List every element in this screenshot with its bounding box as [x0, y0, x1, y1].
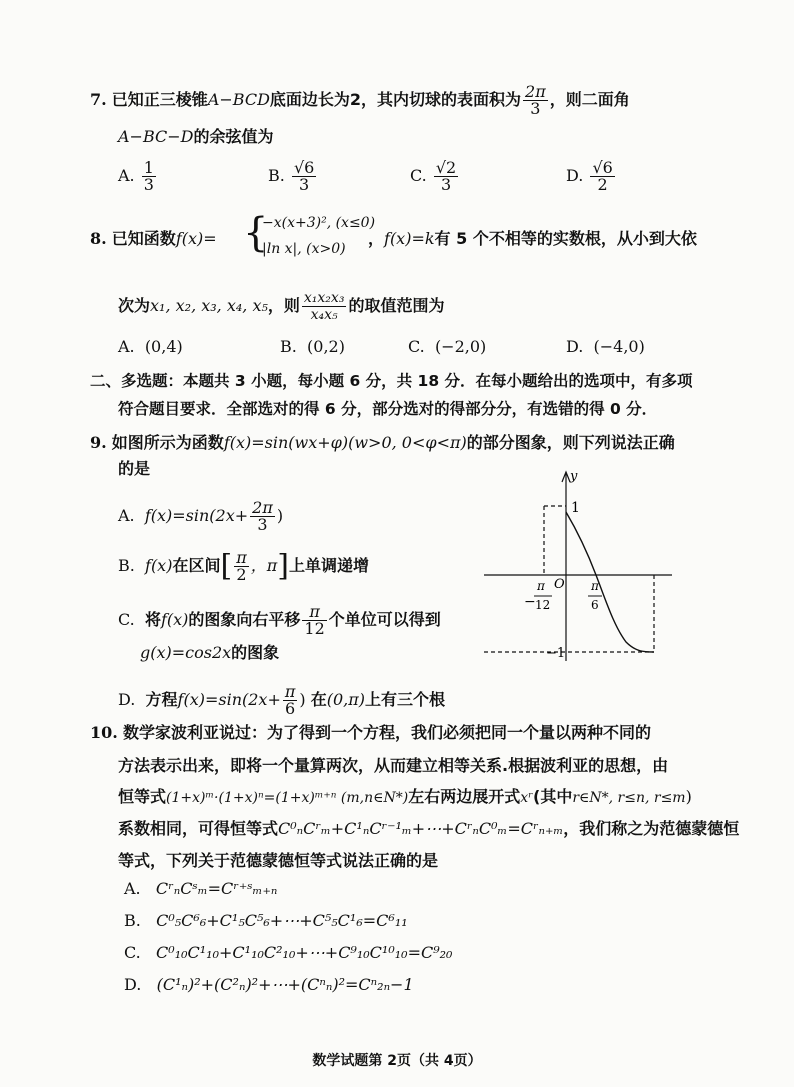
q9-option-b[interactable]: B. f(x)在区间[ $\frac{\pi}{2}$ ，π]上单调递增 [118, 548, 369, 584]
section-heading-cont: 符合题目要求．全部选对的得 6 分，部分选对的得部分分，有选错的得 0 分． [118, 400, 658, 418]
q10-option-a[interactable]: A. CʳₙCˢₘ=Cʳ⁺ˢₘ₊ₙ [124, 879, 278, 898]
question-8-line1 [90, 228, 217, 250]
label-neg-one: −1 [546, 646, 566, 661]
origin-label: O [554, 577, 565, 592]
q8-text: 有 5 个不相等的实数根，从小到大依 [434, 229, 697, 248]
q8-text: 次为 [118, 296, 151, 315]
q7-option-c[interactable]: C. $\frac{√2}{3}$ [410, 158, 457, 194]
q9-option-c-line2: g(x)=cos2x的图象 [140, 643, 280, 662]
left-tick-num: π [537, 579, 545, 593]
q8-option-a[interactable]: A. (0,4) [118, 337, 183, 356]
q9-text: 如图所示为函数 [111, 433, 224, 452]
q9-text: 的是 [118, 459, 151, 478]
q8-option-d[interactable]: D. (−4,0) [566, 337, 645, 356]
question-7-line1 [90, 84, 630, 117]
q8-piece-2: |ln x|, (x>0) [262, 241, 346, 257]
q10-option-c[interactable]: C. C⁰₁₀C¹₁₀+C¹₁₀C²₁₀+⋯+C⁹₁₀C¹⁰₁₀=C⁹₂₀ [124, 943, 453, 962]
q9-math: f(x)=sin(wx+φ)(w>0, 0<φ<π) [223, 433, 467, 452]
q7-option-b[interactable]: B. $\frac{√6}{3}$ [268, 158, 315, 194]
q10-text: 方法表示出来，即将一个量算两次，从而建立相等关系.根据波利亚的思想，由 [118, 756, 669, 775]
q8-brace: { [243, 210, 269, 256]
q10-option-d[interactable]: D. (C¹ₙ)²+(C²ₙ)²+⋯+(Cⁿₙ)²=Cⁿ₂ₙ−1 [124, 975, 414, 994]
q8-text: ， [368, 229, 385, 248]
q7-text: 底面边长为2，其内切球的表面积为 [269, 90, 522, 109]
q8-fraction: $\frac{\text{x₁x₂x₃}}{\text{x₄x₅}}$ [303, 290, 345, 323]
q8-text: ，则 [267, 296, 300, 315]
q7-fraction: $\frac{2\pi}{3}$ [525, 82, 546, 118]
q7-text: 的余弦值为 [193, 127, 274, 146]
q8-text: 已知函数 [111, 229, 176, 248]
right-tick-num: π [591, 579, 599, 593]
question-9-line1 [90, 432, 675, 454]
q8-text: 的取值范围为 [348, 296, 445, 315]
q9-graph [484, 466, 674, 666]
q7-option-a[interactable]: A. $\frac{1}{3}$ [118, 158, 154, 194]
section-heading: 二、多选题：本题共 3 小题，每小题 6 分，共 18 分．在每小题给出的选项中，有多项 [90, 372, 693, 390]
q9-text: 的部分图象，则下列说法正确 [466, 433, 675, 452]
question-number: 8. [90, 229, 107, 248]
sine-curve [566, 512, 654, 652]
question-number: 7. [90, 90, 107, 109]
page-footer: 数学试题第 2页（共 4页） [312, 1053, 482, 1069]
q9-option-c[interactable]: C. 将f(x)的图象向右平移 $\frac{\pi}{12}$ 个单位可以得到 [118, 602, 441, 638]
q8-math: f(x)= [175, 229, 217, 248]
q7-math: A−BCD [207, 90, 270, 109]
q8-piece-1: −x(x+3)², (x≤0) [262, 215, 376, 231]
q8-math: x₁, x₂, x₃, x₄, x₅ [150, 296, 268, 315]
q10-option-b[interactable]: B. C⁰₅C⁶₆+C¹₅C⁵₆+⋯+C⁵₅C¹₆=C⁶₁₁ [124, 911, 408, 930]
q7-math: A−BC−D [118, 127, 194, 146]
q10-line4: 系数相同，可得恒等式C⁰ₙCʳₘ+C¹ₙCʳ⁻¹ₘ+⋯+CʳₙC⁰ₘ=Cʳₙ₊ₘ，我们称之为范德蒙德恒 [118, 819, 740, 838]
q10-line3: 恒等式(1+x)ᵐ·(1+x)ⁿ=(1+x)ᵐ⁺ⁿ (m,n∈N*)左右两边展开式xʳ(其中r∈N*, r≤n, r≤m) [118, 787, 692, 806]
q8-math: f(x)=k [384, 229, 435, 248]
right-tick-den: 6 [591, 598, 599, 612]
q7-text: ，则二面角 [549, 90, 630, 109]
label-one: 1 [571, 500, 580, 516]
question-8-line1b [368, 228, 697, 250]
y-label: y [570, 469, 578, 484]
q7-text: 已知正三棱锥 [111, 90, 208, 109]
q9-option-d[interactable]: D. 方程f(x)=sin(2x+ $\frac{\pi}{6}$ ) 在(0,π)上有三个根 [118, 682, 446, 718]
question-7-line2 [118, 126, 274, 148]
q8-option-b[interactable]: B. (0,2) [280, 337, 345, 356]
q10-text: 数学家波利亚说过：为了得到一个方程，我们必须把同一个量以两种不同的 [122, 723, 651, 742]
q9-option-a[interactable]: A. f(x)=sin(2x+ $\frac{2\pi}{3}$ ) [118, 498, 284, 534]
left-tick-den: 12 [535, 598, 551, 612]
q10-text: 等式，下列关于范德蒙德恒等式说法正确的是 [118, 851, 439, 870]
question-number: 10. [90, 723, 118, 742]
q7-option-d[interactable]: D. $\frac{√6}{2}$ [566, 158, 613, 194]
question-10-line1 [90, 722, 651, 744]
question-8-line2 [118, 290, 444, 323]
question-number: 9. [90, 433, 107, 452]
q8-option-c[interactable]: C. (−2,0) [408, 337, 487, 356]
left-tick-sign: − [524, 594, 536, 610]
